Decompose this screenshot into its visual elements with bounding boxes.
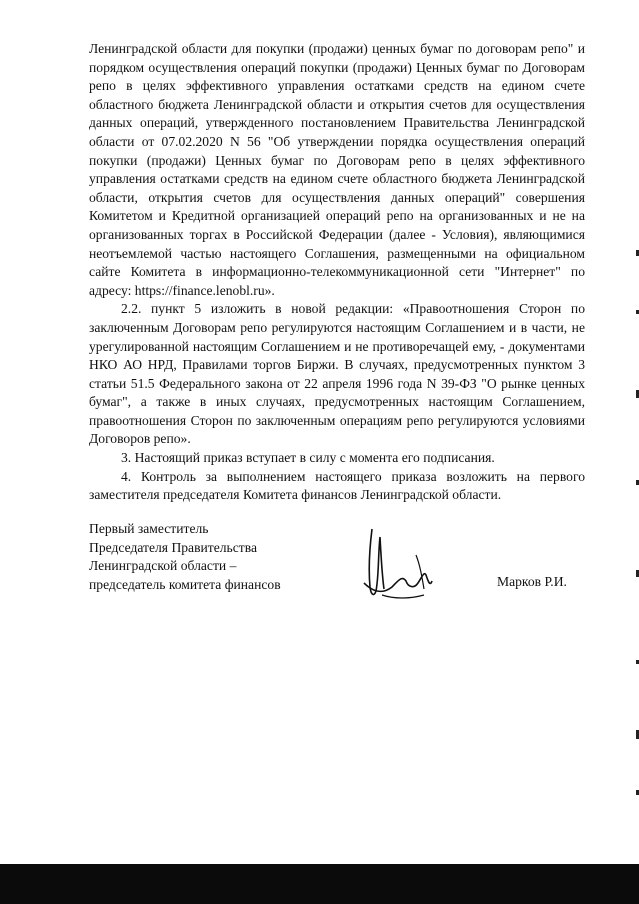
signatory-name: Марков Р.И. [497, 574, 567, 589]
document-body [89, 40, 585, 505]
handwritten-signature [358, 525, 438, 603]
signatory-title-line: Ленинградской области – [89, 558, 237, 574]
paragraph-continuation: Ленинградской области для покупки (продажи) ценных бумаг по договорам репо" и порядком осуществления операций покупки (продажи) Ценных бумаг по Договорам репо в целях эффективного управления остатками средств на едином счете областного бюджета Ленинградской области и открытия счетов для осуществления данных операций, утвержденного постановлением Правительства Ленинградской области от 07.02.2020 N 56 "Об утверждении порядка осуществления операций покупки (продажи) Ценных бумаг по Договорам репо в целях эффективного управления остатками средств на едином счете областного бюджета Ленинградской области, открытия счетов для осуществления данных операций" совершения Комитетом и Кредитной организацией операций репо на организованных и не на организованных торгах в Российской Федерации (далее - Условия), являющимися неотъемлемой частью настоящего Соглашения, размещенными на официальном сайте Комитета в информационно-телекоммуникационной сети "Интернет" по адресу: https://finance.lenobl.ru». [89, 41, 585, 298]
signatory-title-line: Первый заместитель [89, 521, 209, 536]
signatory-title [89, 520, 281, 594]
scan-edge-artifact [635, 250, 639, 850]
paragraph-4: 4. Контроль за выполнением настоящего приказа возложить на первого заместителя председателя Комитета финансов Ленинградской области. [89, 468, 585, 503]
signatory-title-line: председатель комитета финансов [89, 576, 281, 592]
scan-border-artifact [0, 864, 639, 904]
paragraph-2-2: 2.2. пункт 5 изложить в новой редакции: «Правоотношения Сторон по заключенным Договорам репо регулируются настоящим Соглашением и в части, не урегулированной настоящим Соглашением и не противоречащей ему, - документами НКО АО НРД, Правилами торгов Биржи. В случаях, предусмотренных пунктом 3 статьи 51.5 Федерального закона от 22 апреля 1996 года N 39-ФЗ "О рынке ценных бумаг", а также в иных случаях, предусмотренных настоящим Соглашением, правоотношения Сторон по заключенным операциям репо регулируются условиями Договоров репо». [89, 301, 585, 447]
signatory-title-line: Председателя Правительства [89, 539, 257, 555]
paragraph-3: 3. Настоящий приказ вступает в силу с момента его подписания. [121, 450, 495, 466]
